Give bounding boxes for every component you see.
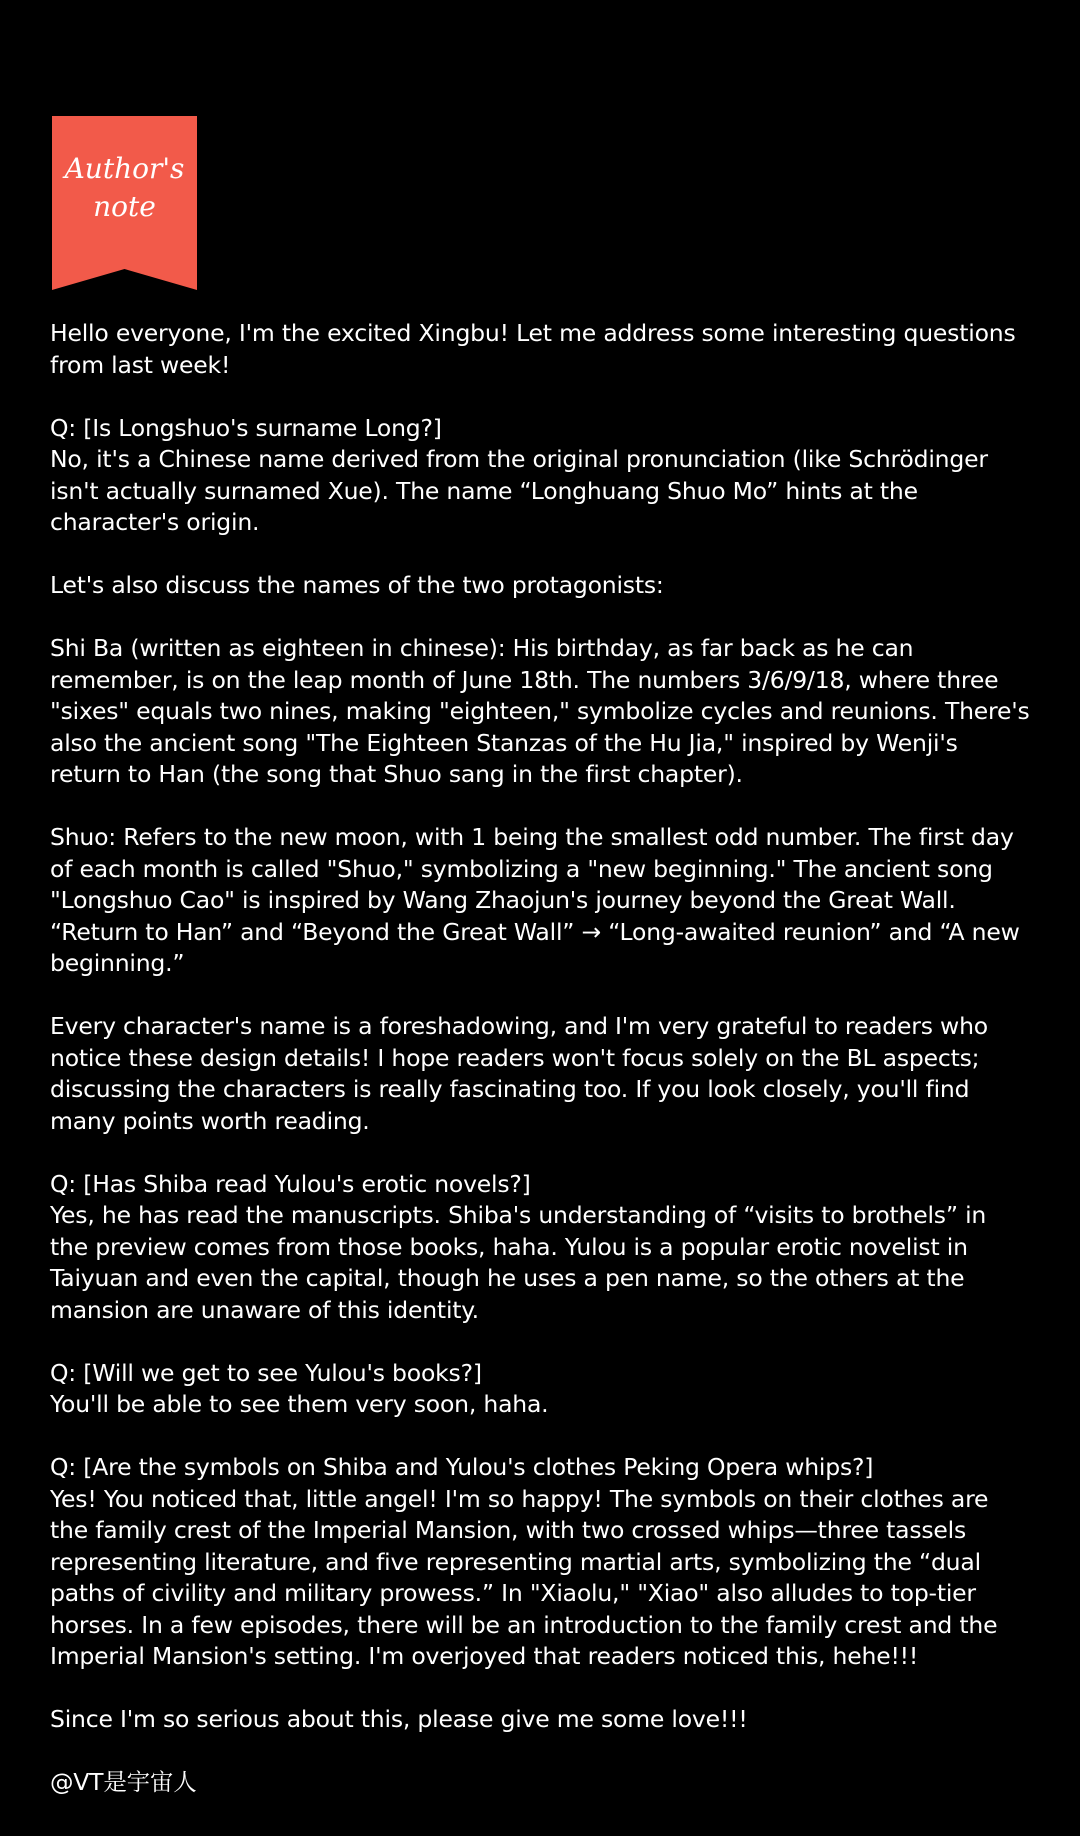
paragraph-intro: Hello everyone, I'm the excited Xingbu! Let me address some interesting questions from last week!: [50, 319, 1016, 379]
author-signature: @VT是宇宙人: [50, 1768, 197, 1796]
author-note-label: Author's note: [64, 152, 185, 223]
paragraph-qa-longshuo-surname: Q: [Is Longshuo's surname Long?] No, it's a Chinese name derived from the original pronunciation (like Schrödinger isn't actually surnamed Xue). The name “Longhuang Shuo Mo” hints at the character's origin.: [50, 413, 988, 536]
paragraph-qa-yulou-novels: Q: [Has Shiba read Yulou's erotic novels?] Yes, he has read the manuscripts. Shiba's understanding of “visits to brothels” in the preview comes from those books, haha. Yulou is a popular erotic novelist in Taiyuan and even the capital, though he uses a pen name, so the others at the mansion are unaware of this identity.: [50, 1169, 987, 1324]
paragraph-shi-ba-name: Shi Ba (written as eighteen in chinese): His birthday, as far back as he can remember, is on the leap month of June 18th. The numbers 3/6/9/18, where three "sixes" equals two nines, making "eighteen," symbolize cycles and reunions. There's also the ancient song "The Eighteen Stanzas of the Hu Jia," inspired by Wenji's return to Han (the song that Shuo sang in the first chapter).: [50, 634, 1030, 788]
author-note-banner: [52, 116, 197, 290]
paragraph-qa-opera-whips: Q: [Are the symbols on Shiba and Yulou's clothes Peking Opera whips?] Yes! You noticed that, little angel! I'm so happy! The symbols on their clothes are the family crest of the Imperial Mansion, with two crossed whips—three tassels representing literature, and five representing martial arts, symbolizing the “dual paths of civility and military prowess.” In "Xiaolu," "Xiao" also alludes to top-tier horses. In a few episodes, there will be an introduction to the family crest and the Imperial Mansion's setting. I'm overjoyed that readers noticed this, hehe!!!: [50, 1453, 998, 1670]
paragraph-protagonist-names-intro: Let's also discuss the names of the two protagonists:: [50, 571, 664, 599]
paragraph-qa-yulou-books: Q: [Will we get to see Yulou's books?] You'll be able to see them very soon, haha.: [50, 1358, 549, 1418]
author-note-body: [50, 318, 1030, 1799]
paragraph-shuo-name: Shuo: Refers to the new moon, with 1 being the smallest odd number. The first day of each month is called "Shuo," symbolizing a "new beginning." The ancient song "Longshuo Cao" is inspired by Wang Zhaojun's journey beyond the Great Wall. “Return to Han” and “Beyond the Great Wall” → “Long-awaited reunion” and “A new beginning.”: [50, 823, 1020, 977]
paragraph-foreshadowing: Every character's name is a foreshadowing, and I'm very grateful to readers who notice these design details! I hope readers won't focus solely on the BL aspects; discussing the characters is really fascinating too. If you look closely, you'll find many points worth reading.: [50, 1012, 988, 1135]
paragraph-closing: Since I'm so serious about this, please give me some love!!!: [50, 1705, 748, 1733]
